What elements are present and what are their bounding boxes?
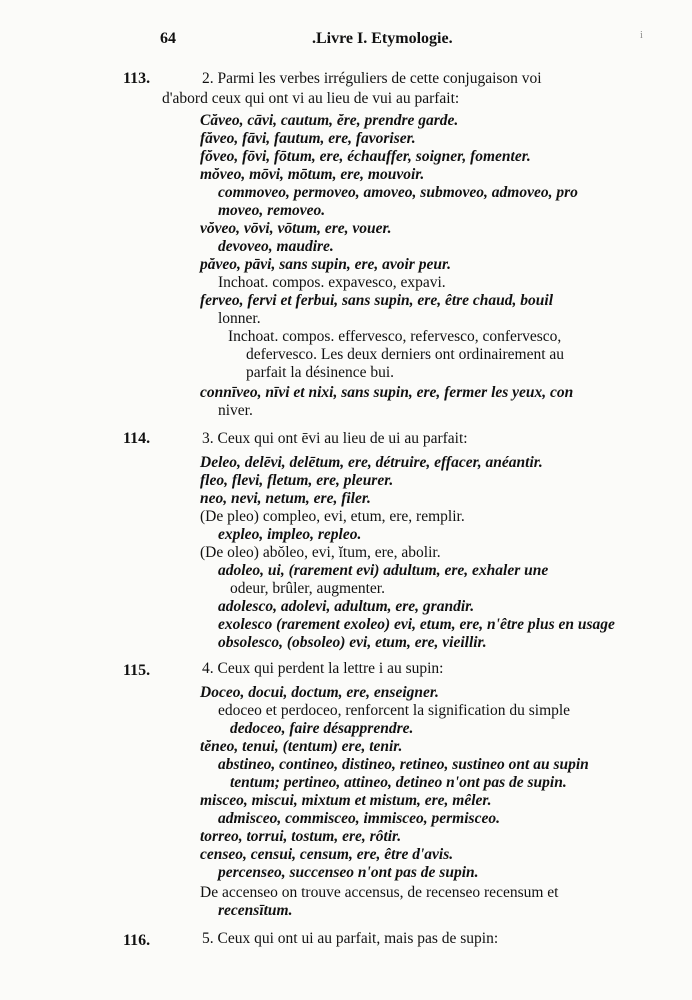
section-113-heading: 2. Parmi les verbes irréguliers de cette conjugaison voi [202, 70, 542, 87]
entry-paveo: păveo, pāvi, sans supin, ere, avoir peur. [200, 256, 452, 273]
entry-doceo: Doceo, docui, doctum, ere, enseigner. [200, 684, 439, 701]
entry-conniveo: connīveo, nīvi et nixi, sans supin, ere, fermer les yeux, con [200, 384, 574, 401]
entry-devoveo: devoveo, maudire. [218, 238, 334, 255]
section-115-heading: 4. Ceux qui perdent la lettre i au supin: [202, 660, 444, 677]
page-number: 64 [160, 30, 176, 47]
entry-conniveo-cont: niver. [218, 402, 253, 419]
section-114-heading: 3. Ceux qui ont ēvi au lieu de ui au parfait: [202, 430, 468, 447]
entry-exolesco: exolesco (rarement exoleo) evi, etum, ere, n'être plus en usage [218, 616, 615, 633]
section-number-116: 116. [123, 932, 151, 949]
entry-adoleo-cont: odeur, brûler, augmenter. [230, 580, 385, 597]
section-116-heading: 5. Ceux qui ont ui au parfait, mais pas de supin: [202, 930, 499, 947]
entry-faveo: făveo, fāvi, fautum, ere, favoriser. [200, 130, 416, 147]
entry-ferveo: ferveo, fervi et ferbui, sans supin, ere, être chaud, bouil [200, 292, 554, 309]
entry-ferveo-inchoat-cont: defervesco. Les deux derniers ont ordinairement au [246, 346, 565, 363]
entry-pleo-compounds: expleo, impleo, repleo. [218, 526, 362, 543]
entry-dedoceo: dedoceo, faire désapprendre. [230, 720, 414, 737]
entry-torreo: torreo, torrui, tostum, ere, rôtir. [200, 828, 402, 845]
entry-moveo-compounds-cont: moveo, removeo. [218, 202, 326, 219]
entry-deleo: Deleo, delēvi, delētum, ere, détruire, effacer, anéantir. [200, 454, 543, 471]
section-number-115: 115. [123, 662, 151, 679]
entry-obsolesco: obsolesco, (obsoleo) evi, etum, ere, vieillir. [218, 634, 487, 651]
section-113-heading-cont: d'abord ceux qui ont vi au lieu de vui au parfait: [162, 90, 460, 107]
entry-censeo: censeo, censui, censum, ere, être d'avis. [200, 846, 454, 863]
entry-adolesco: adolesco, adolevi, adultum, ere, grandir. [218, 598, 475, 615]
entry-oleo: (De oleo) abŏleo, evi, ĭtum, ere, abolir. [200, 544, 441, 561]
section-number-114: 114. [123, 430, 151, 447]
entry-neo: neo, nevi, netum, ere, filer. [200, 490, 371, 507]
entry-moveo-compounds: commoveo, permoveo, amoveo, submoveo, admoveo, pro [218, 184, 578, 201]
entry-accenseo-cont: recensītum. [218, 902, 293, 919]
entry-adoleo: adoleo, ui, (rarement evi) adultum, ere, exhaler une [218, 562, 549, 579]
entry-edoceo: edoceo et perdoceo, renforcent la signification du simple [218, 702, 571, 719]
entry-misceo-compounds: admisceo, commisceo, immisceo, permisceo. [218, 810, 500, 827]
entry-teneo-compounds-cont: tentum; pertineo, attineo, detineo n'ont pas de supin. [230, 774, 567, 791]
entry-caveo: Căveo, cāvi, cautum, ĕre, prendre garde. [200, 112, 459, 129]
entry-teneo: tĕneo, tenui, (tentum) ere, tenir. [200, 738, 403, 755]
entry-teneo-compounds: abstineo, contineo, distineo, retineo, sustineo ont au supin [218, 756, 589, 773]
entry-ferveo-inchoat: Inchoat. compos. effervesco, refervesco, confervesco, [228, 328, 562, 345]
entry-paveo-inchoat: Inchoat. compos. expavesco, expavi. [218, 274, 446, 291]
entry-ferveo-inchoat-end: parfait la désinence bui. [246, 364, 395, 381]
entry-ferveo-cont: lonner. [218, 310, 261, 327]
entry-moveo: mŏveo, mōvi, mōtum, ere, mouvoir. [200, 166, 425, 183]
entry-misceo: misceo, miscui, mixtum et mistum, ere, mêler. [200, 792, 492, 809]
running-title: .Livre I. Etymologie. [312, 30, 453, 47]
running-header [0, 30, 692, 54]
entry-foveo: fŏveo, fōvi, fōtum, ere, échauffer, soigner, fomenter. [200, 148, 531, 165]
section-number-113: 113. [123, 70, 151, 87]
entry-fleo: fleo, flevi, fletum, ere, pleurer. [200, 472, 394, 489]
entry-censeo-compounds: percenseo, succenseo n'ont pas de supin. [218, 864, 479, 881]
entry-accenseo: De accenseo on trouve accensus, de recenseo recensum et [200, 884, 559, 901]
corner-mark: i [640, 30, 643, 41]
entry-voveo: vŏveo, vōvi, vōtum, ere, vouer. [200, 220, 392, 237]
entry-pleo: (De pleo) compleo, evi, etum, ere, remplir. [200, 508, 465, 525]
